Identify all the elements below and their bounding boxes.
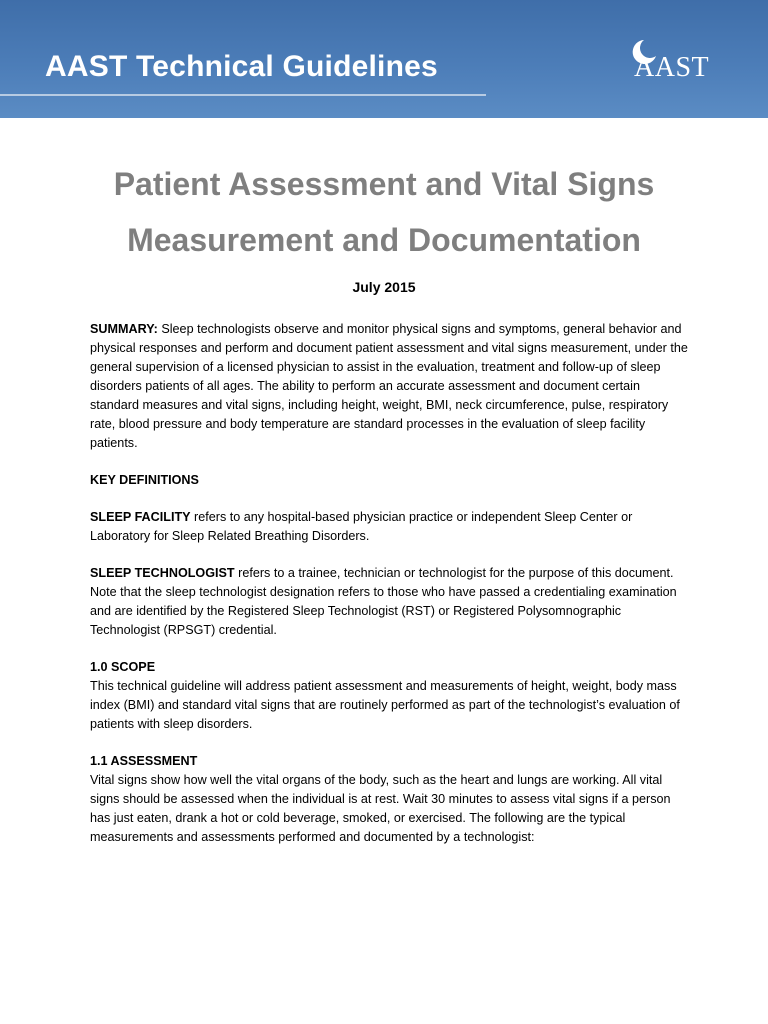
assessment-text: Vital signs show how well the vital organs of the body, such as the heart and lungs are working. All vital signs should be assessed when the individual is at rest. Wait 30 minutes to assess vital signs if a person has just eaten, drank a hot or cold beverage, smoked, or exercised. The following are the typical measurements and assessments performed and documented by a technologist: [90, 773, 671, 844]
sleep-technologist-definition [90, 564, 690, 640]
header-banner [0, 0, 768, 118]
sleep-facility-text: refers to any hospital-based physician practice or independent Sleep Center or Laboratory for Sleep Related Breathing Disorders. [90, 510, 633, 543]
sleep-technologist-text: refers to a trainee, technician or technologist for the purpose of this document. Note that the sleep technologist designation refers to those who have passed a credentialing examination and are identified by the Registered Sleep Technologist (RST) or Registered Polysomnographic Technologist (RPSGT) credential. [90, 566, 677, 637]
summary-paragraph [90, 320, 690, 453]
document-title-line-2: Measurement and Documentation [127, 222, 641, 258]
banner-title: AAST Technical Guidelines [45, 50, 438, 83]
sleep-technologist-term: SLEEP TECHNOLOGIST [90, 566, 235, 580]
document-date: July 2015 [352, 279, 416, 295]
banner-divider [0, 94, 486, 96]
summary-text: Sleep technologists observe and monitor physical signs and symptoms, general behavior and physical responses and perform and document patient assessment and vital signs measurement, under the general supervision of a licensed physician to assist in the evaluation, treatment and follow-up of sleep disorders patients of all ages. The ability to perform an accurate assessment and document certain standard measures and vital signs, including height, weight, BMI, neck circumference, pulse, respiratory rate, blood pressure and body temperature are standard processes in the evaluation of sleep facility patients. [90, 322, 688, 450]
summary-label: SUMMARY: [90, 322, 158, 336]
assessment-section [90, 752, 690, 847]
key-definitions-heading-text: KEY DEFINITIONS [90, 473, 199, 487]
document-body [90, 320, 690, 865]
document-title-line-1: Patient Assessment and Vital Signs [113, 166, 655, 202]
logo-text: AAST [634, 52, 710, 83]
assessment-heading: 1.1 ASSESSMENT [90, 754, 198, 768]
scope-heading: 1.0 SCOPE [90, 660, 156, 674]
scope-section [90, 658, 690, 734]
sleep-facility-definition [90, 508, 690, 546]
aast-logo [626, 38, 726, 84]
sleep-facility-term: SLEEP FACILITY [90, 510, 191, 524]
key-definitions-heading [90, 471, 690, 490]
scope-text: This technical guideline will address patient assessment and measurements of height, weight, body mass index (BMI) and standard vital signs that are routinely performed as part of the technologist’s evaluation of patients with sleep disorders. [90, 679, 680, 731]
